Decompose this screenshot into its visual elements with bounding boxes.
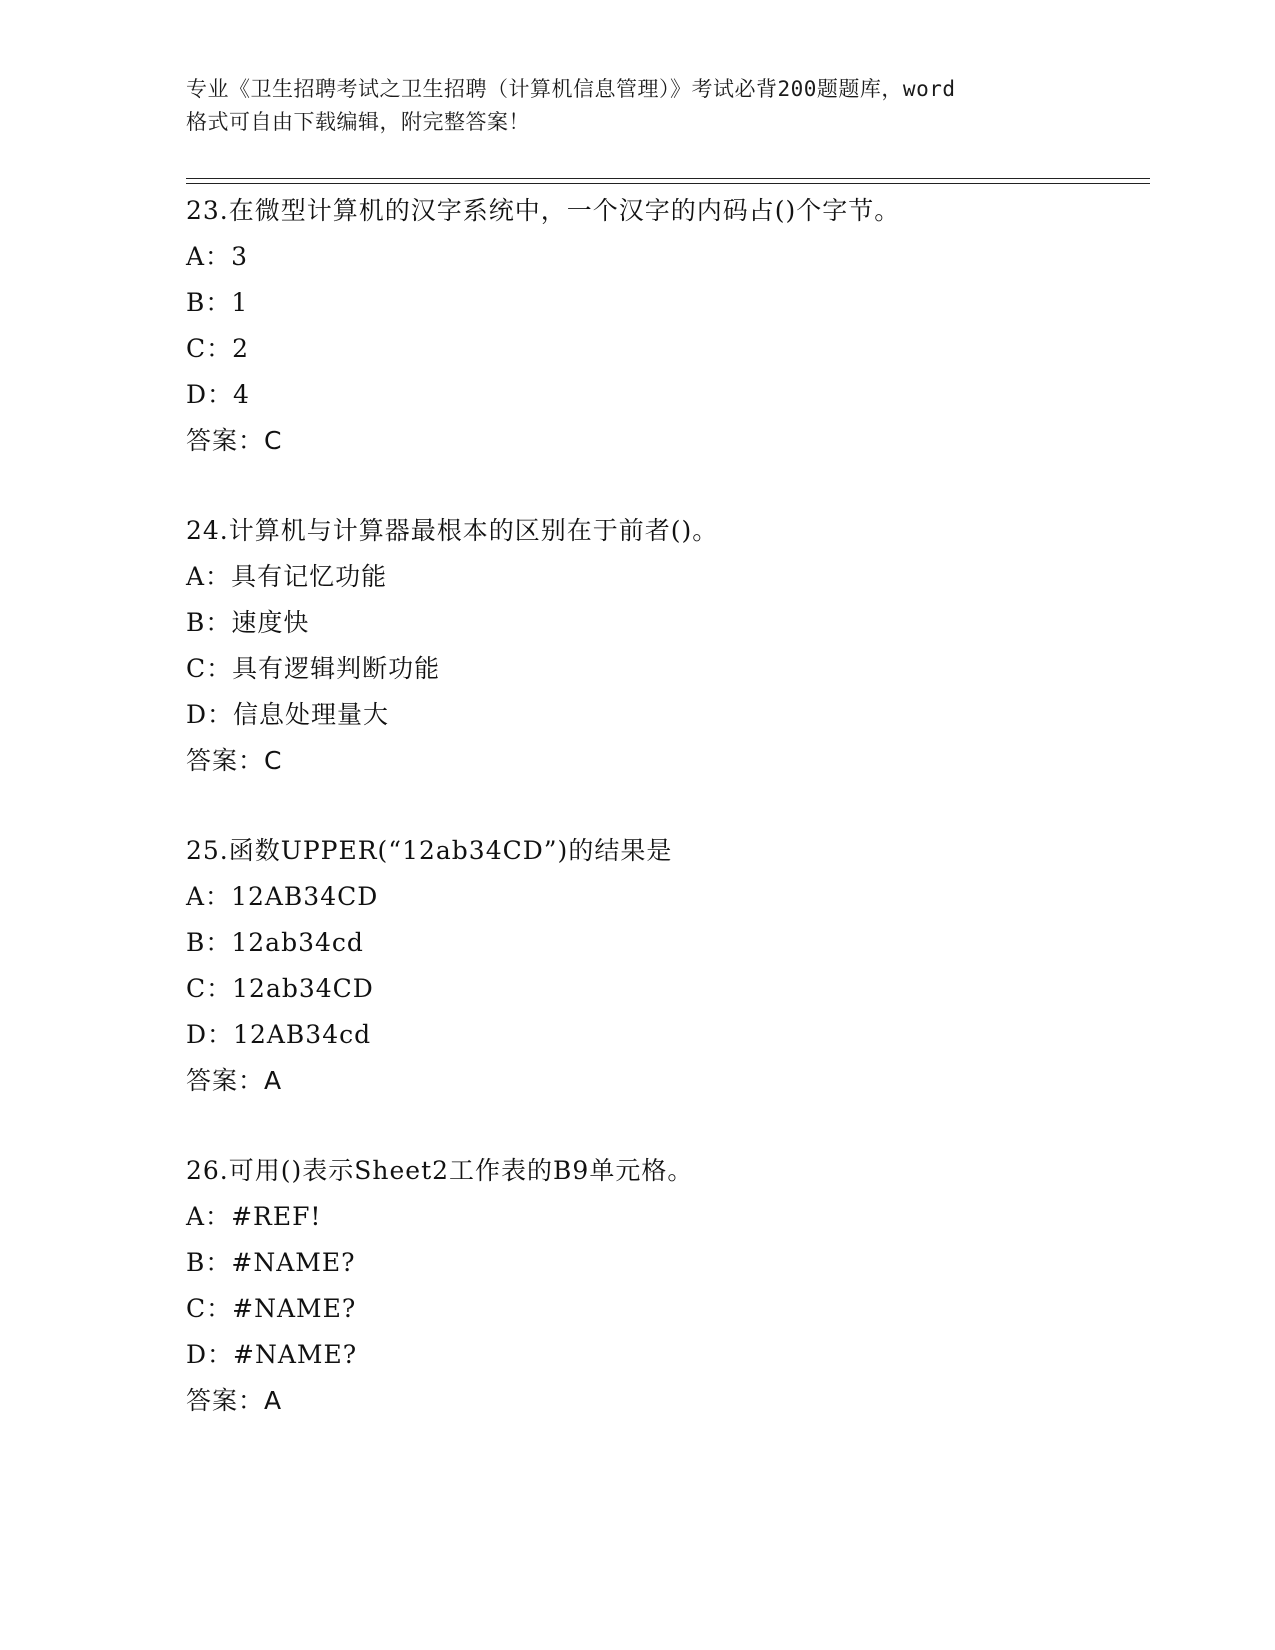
option-text: 12ab34CD — [232, 974, 374, 1003]
header-line-2: 格式可自由下载编辑，附完整答案！ — [186, 110, 530, 134]
option-a — [186, 234, 1146, 280]
option-b — [186, 600, 1146, 646]
option-label: A： — [186, 242, 232, 271]
answer-line: 答案：A — [186, 1386, 283, 1415]
option-label: B： — [186, 288, 232, 317]
option-label: D： — [186, 700, 234, 729]
option-text: #NAME? — [231, 1248, 356, 1277]
question-spacer — [186, 1104, 1146, 1148]
question-stem: 24.计算机与计算器最根本的区别在于前者()。 — [186, 516, 719, 545]
question-stem: 25.函数UPPER(“12ab34CD”)的结果是 — [186, 836, 673, 865]
option-label: D： — [186, 380, 234, 409]
option-label: D： — [186, 1340, 234, 1369]
option-text: #NAME? — [232, 1294, 357, 1323]
option-b — [186, 1240, 1146, 1286]
option-c — [186, 326, 1146, 372]
option-text: 1 — [231, 288, 249, 317]
option-label: C： — [186, 654, 233, 683]
answer-line: 答案：A — [186, 1066, 283, 1095]
option-d — [186, 372, 1146, 418]
option-text: 2 — [232, 334, 250, 363]
header-divider-bottom — [186, 183, 1150, 184]
question-stem: 23.在微型计算机的汉字系统中，一个汉字的内码占()个字节。 — [186, 196, 901, 225]
option-label: A： — [186, 1202, 232, 1231]
question-spacer — [186, 784, 1146, 828]
option-label: C： — [186, 974, 233, 1003]
option-label: B： — [186, 608, 232, 637]
option-c — [186, 646, 1146, 692]
option-text: #NAME? — [233, 1340, 358, 1369]
question-spacer — [186, 464, 1146, 508]
option-text: 信息处理量大 — [233, 700, 390, 729]
option-text: 3 — [231, 242, 248, 271]
option-label: C： — [186, 1294, 233, 1323]
option-d — [186, 1332, 1146, 1378]
header-line-1: 专业《卫生招聘考试之卫生招聘（计算机信息管理）》考试必背200题题库，word — [186, 77, 956, 101]
header-divider-top — [186, 178, 1150, 179]
option-text: 12AB34CD — [231, 882, 379, 911]
option-c — [186, 966, 1146, 1012]
option-a — [186, 874, 1146, 920]
option-text: #REF! — [231, 1202, 322, 1231]
question-24 — [186, 508, 1146, 784]
option-d — [186, 692, 1146, 738]
option-text: 具有记忆功能 — [231, 562, 388, 591]
option-label: C： — [186, 334, 233, 363]
question-list — [186, 188, 1146, 1424]
option-b — [186, 280, 1146, 326]
option-label: B： — [186, 1248, 232, 1277]
option-text: 12ab34cd — [231, 928, 364, 957]
question-25 — [186, 828, 1146, 1104]
answer-line: 答案：C — [186, 426, 283, 455]
option-a — [186, 554, 1146, 600]
option-text: 具有逻辑判断功能 — [232, 654, 441, 683]
option-label: B： — [186, 928, 232, 957]
option-label: A： — [186, 882, 232, 911]
option-label: A： — [186, 562, 232, 591]
option-label: D： — [186, 1020, 234, 1049]
question-stem: 26.可用()表示Sheet2工作表的B9单元格。 — [186, 1156, 694, 1185]
option-text: 4 — [233, 380, 250, 409]
option-a — [186, 1194, 1146, 1240]
option-d — [186, 1012, 1146, 1058]
question-26 — [186, 1148, 1146, 1424]
document-header — [186, 73, 1106, 139]
question-23 — [186, 188, 1146, 464]
answer-line: 答案：C — [186, 746, 283, 775]
option-text: 12AB34cd — [233, 1020, 372, 1049]
option-c — [186, 1286, 1146, 1332]
option-b — [186, 920, 1146, 966]
option-text: 速度快 — [231, 608, 310, 637]
